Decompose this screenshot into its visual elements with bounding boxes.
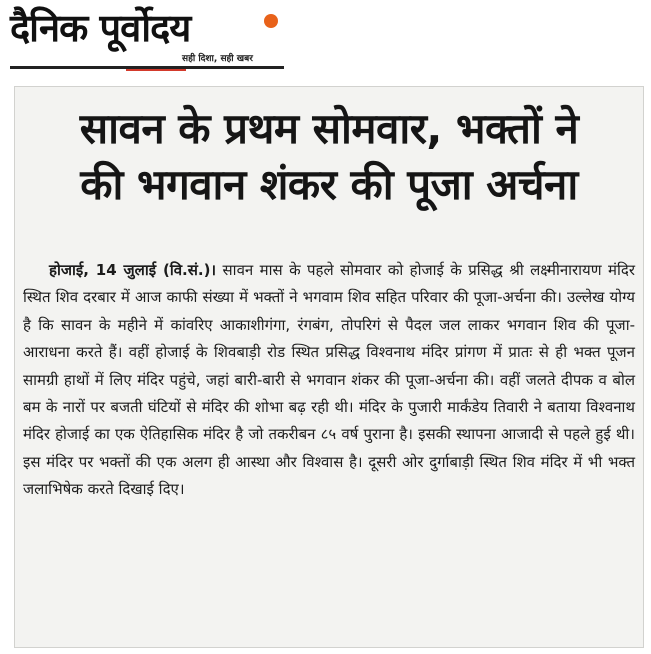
headline-line-2: की भगवान शंकर की पूजा अर्चना	[80, 160, 578, 209]
newspaper-tagline: सही दिशा, सही खबर	[182, 54, 253, 64]
news-clipping	[14, 86, 644, 648]
article-headline	[15, 101, 643, 213]
masthead-sun-logo	[264, 14, 278, 28]
newspaper-masthead	[10, 4, 290, 72]
article-body-text: सावन मास के पहले सोमवार को होजाई के प्रसिद्ध श्री लक्ष्मीनारायण मंदिर स्थित शिव दरबार में आज काफी संख्या में भक्तों ने भगवाम शिव सहित परिवार की पूजा-अर्चना की। उल्लेख योग्य है कि सावन के महीने में कांवरिए आकाशीगंगा, रंगबंग, तोपरिगं से पैदल जल लाकर भगवान शिव की पूजा-आराधना करते हैं। वहीं होजाई के शिवबाड़ी रोड स्थित प्रसिद्ध विश्वनाथ मंदिर प्रांगण में प्रातः से ही भक्त पूजन सामग्री हाथों में लिए मंदिर पहुंचे, जहां बारी-बारी से भगवान शंकर की पूजा-अर्चना की। वहीं जलते दीपक व बोल बम के नारों पर बजती घंटियों से मंदिर की शोभा बढ़ रही थी। मंदिर के पुजारी मार्कंडेय तिवारी ने बताया विश्वनाथ मंदिर होजाई का एक ऐतिहासिक मंदिर है जो तकरीबन ८५ वर्ष पुराना है। इसकी स्थापना आजादी से पहले हुई थी। इस मंदिर पर भक्तों की एक अलग ही आस्था और विश्वास है। दूसरी ओर दुर्गाबाड़ी स्थित शिव मंदिर में भी भक्त जलाभिषेक करते दिखाई दिए।	[23, 261, 635, 499]
article-paragraph	[23, 257, 635, 504]
headline-line-1: सावन के प्रथम सोमवार, भक्तों ने	[79, 104, 579, 153]
article-dateline: होजाई, 14 जुलाई (वि.सं.)।	[49, 261, 217, 279]
masthead-accent-line	[126, 69, 186, 71]
article-body	[23, 257, 635, 504]
newspaper-title: दैनिक पूर्वोदय	[10, 6, 191, 50]
